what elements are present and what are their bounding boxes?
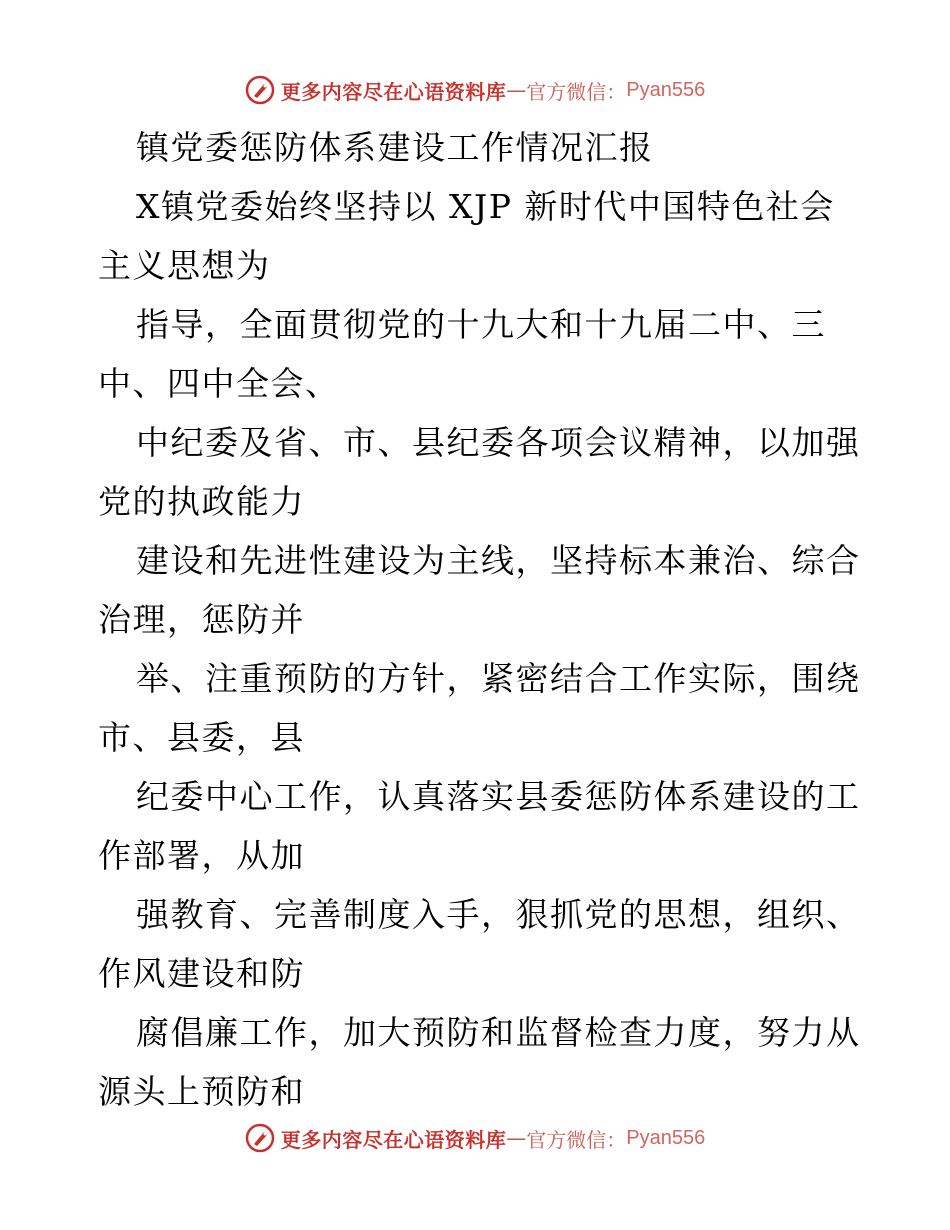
footer-watermark — [0, 1118, 950, 1158]
watermark-id: Pyan556 — [626, 1126, 706, 1149]
body-line: 建设和先进性建设为主线，坚持标本兼治、综合 — [136, 541, 861, 580]
document-body — [98, 118, 861, 1121]
watermark-text: 更多内容尽在心语资料库 — [280, 79, 507, 104]
document-title: 镇党委惩防体系建设工作情况汇报 — [136, 128, 654, 167]
body-line: 主义思想为 — [98, 246, 271, 285]
body-line: 中、四中全会、 — [98, 364, 340, 403]
watermark-id: Pyan556 — [626, 78, 706, 101]
body-line: 强教育、完善制度入手，狠抓党的思想，组织、 — [136, 895, 861, 934]
body-line: 纪委中心工作，认真落实县委惩防体系建设的工 — [136, 777, 861, 816]
pen-nib-icon — [245, 1123, 275, 1153]
watermark-official: 官方微信： — [526, 79, 627, 104]
body-line: 举、注重预防的方针，紧密结合工作实际，围绕 — [136, 659, 861, 698]
watermark-official: 官方微信： — [526, 1127, 627, 1152]
body-line: 党的执政能力 — [98, 482, 305, 521]
body-line: 指导，全面贯彻党的十九大和十九届二中、三 — [136, 305, 826, 344]
pen-nib-icon — [245, 75, 275, 105]
body-line: 市、县委，县 — [98, 718, 305, 757]
body-line: 作部署，从加 — [98, 836, 305, 875]
watermark-text: 更多内容尽在心语资料库 — [280, 1127, 507, 1152]
body-line: X镇党委始终坚持以 XJP 新时代中国特色社会 — [136, 187, 835, 226]
body-line: 治理，惩防并 — [98, 600, 305, 639]
body-line: 作风建设和防 — [98, 954, 305, 993]
body-line: 中纪委及省、市、县纪委各项会议精神，以加强 — [136, 423, 861, 462]
header-watermark — [0, 70, 950, 110]
body-line: 源头上预防和 — [98, 1072, 305, 1111]
watermark-separator: — — [506, 1126, 527, 1150]
body-line: 腐倡廉工作，加大预防和监督检查力度，努力从 — [136, 1013, 861, 1052]
watermark-separator: — — [506, 78, 527, 102]
